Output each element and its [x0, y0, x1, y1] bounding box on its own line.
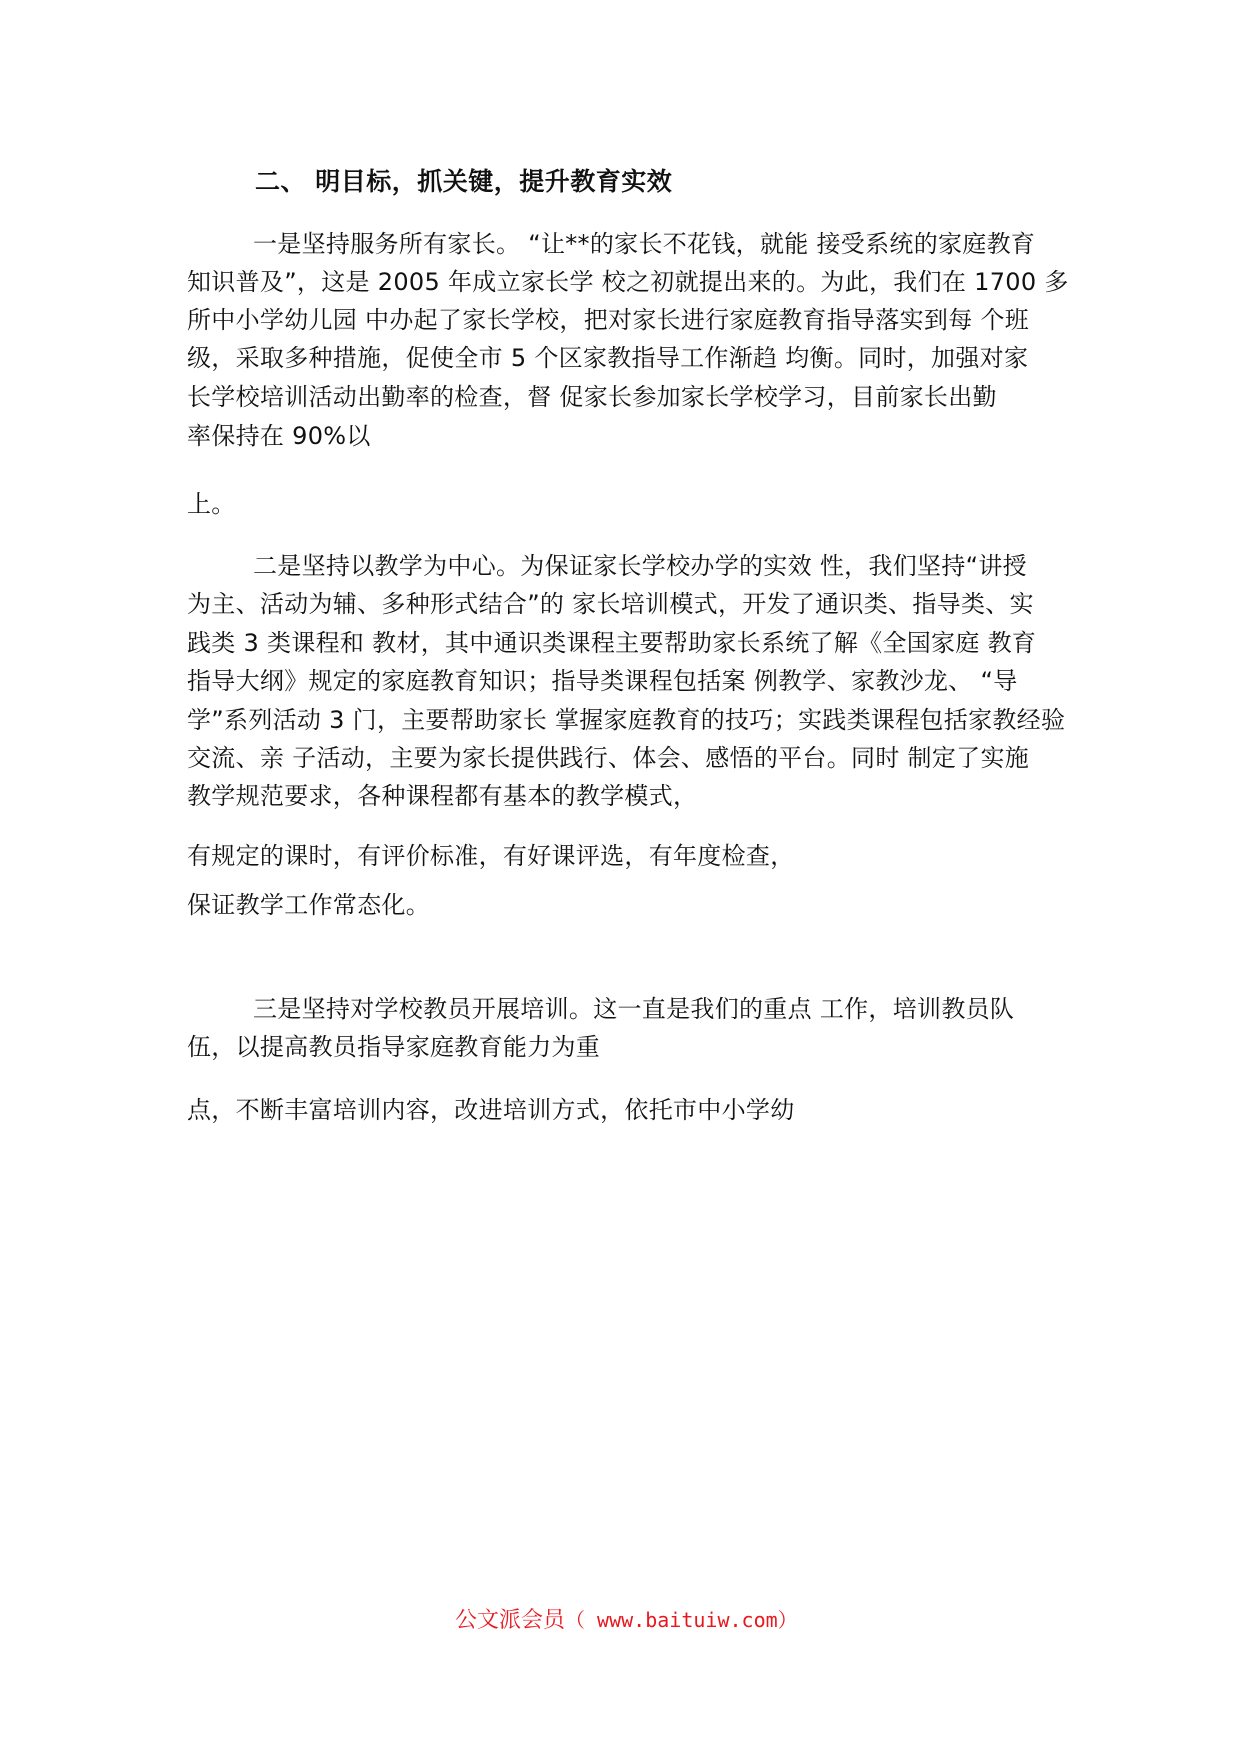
paragraph-1-line-4: 级，采取多种措施，促使全市 5 个区家教指导工作渐趋 均衡。同时，加强对家: [187, 344, 1029, 372]
paragraph-1-line-5: 长学校培训活动出勤率的检查，督 促家长参加家长学校学习，目前家长出勤: [187, 383, 997, 411]
footer-name: 公文派会员: [455, 1608, 566, 1633]
paragraph-1-line-2: 知识普及”，这是 2005 年成立家长学 校之初就提出来的。为此，我们在 1700 多: [187, 268, 1069, 296]
footer-url[interactable]: （ www.baituiw.com）: [565, 1608, 798, 1632]
paragraph-2-line-3: 践类 3 类课程和 教材，其中通识类课程主要帮助家长系统了解《全国家庭 教育: [187, 629, 1037, 657]
paragraph-2-line-2: 为主、活动为辅、多种形式结合”的 家长培训模式，开发了通识类、指导类、实: [187, 590, 1034, 618]
paragraph-2-line-7: 教学规范要求，各种课程都有基本的教学模式，: [187, 782, 698, 810]
paragraph-3-line-1: 三是坚持对学校教员开展培训。这一直是我们的重点 工作，培训教员队: [253, 995, 1015, 1023]
paragraph-3-line-2: 伍，以提高教员指导家庭教育能力为重: [187, 1033, 601, 1061]
paragraph-1-line-1: 一是坚持服务所有家长。 “让**的家长不花钱，就能 接受系统的家庭教育: [253, 230, 1036, 258]
paragraph-2-line-8: 有规定的课时，有评价标准，有好课评选，有年度检查，: [187, 842, 795, 870]
paragraph-1-line-3: 所中小学幼儿园 中办起了家长学校，把对家长进行家庭教育指导落实到每 个班: [187, 306, 1030, 334]
paragraph-2-line-4: 指导大纲》规定的家庭教育知识；指导类课程包括案 例教学、家教沙龙、 “导: [187, 667, 1018, 695]
paragraph-2-line-5: 学”系列活动 3 门，主要帮助家长 掌握家庭教育的技巧；实践类课程包括家教经验: [187, 706, 1066, 734]
paragraph-1-line-6: 率保持在 90%以: [187, 422, 371, 450]
paragraph-1-line-7: 上。: [187, 490, 236, 518]
footer-watermark: [455, 1603, 798, 1634]
paragraph-2-line-6: 交流、亲 子活动，主要为家长提供践行、体会、感悟的平台。同时 制定了实施: [187, 744, 1030, 772]
paragraph-3-line-3: 点，不断丰富培训内容，改进培训方式，依托市中小学幼: [187, 1096, 795, 1124]
paragraph-2-line-9: 保证教学工作常态化。: [187, 891, 430, 919]
section-heading: 二、 明目标，抓关键，提升教育实效: [255, 167, 673, 196]
paragraph-2-line-1: 二是坚持以教学为中心。为保证家长学校办学的实效 性，我们坚持“讲授: [253, 552, 1027, 580]
